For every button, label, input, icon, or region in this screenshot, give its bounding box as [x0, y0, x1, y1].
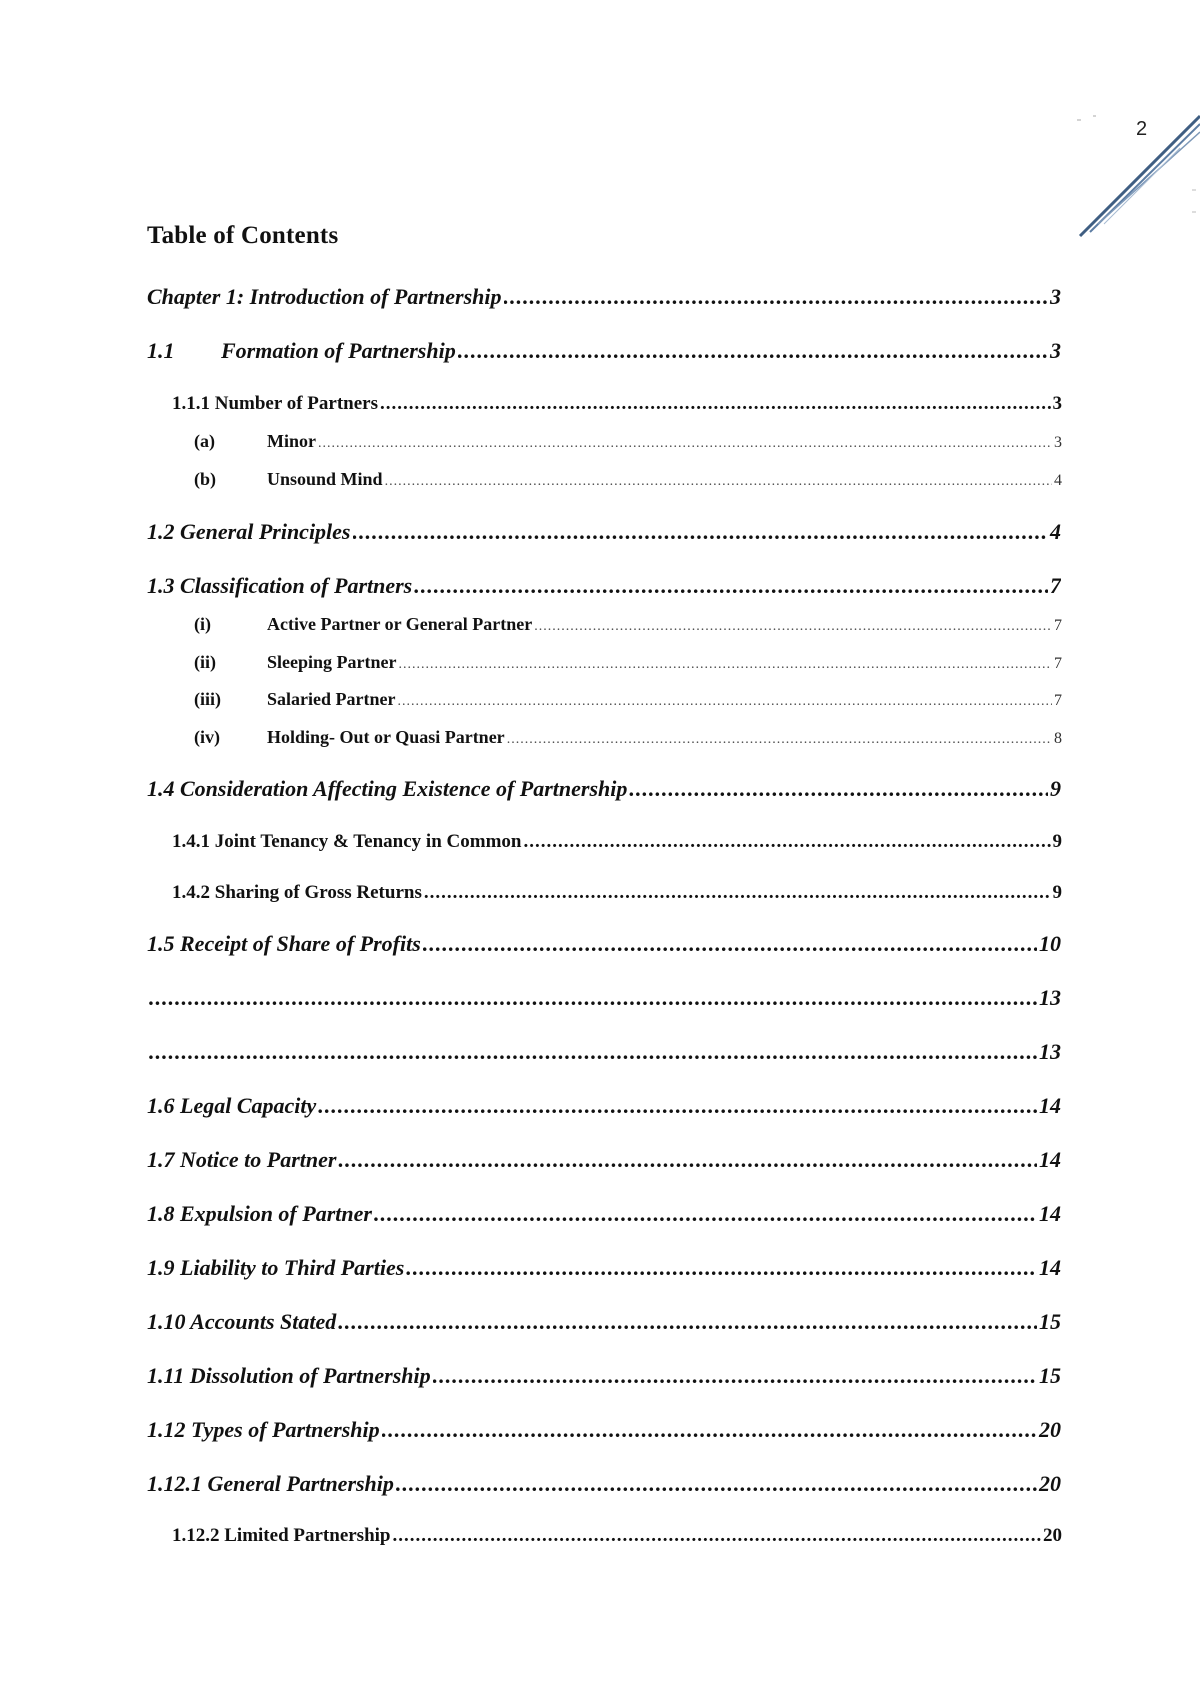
- toc-entry-number: (a): [194, 431, 215, 451]
- toc-entry[interactable]: [172, 393, 1062, 415]
- toc-entry-text: Active Partner or General Partner: [267, 614, 533, 634]
- toc-entry-page: 3: [1050, 284, 1061, 309]
- toc-entry[interactable]: [147, 338, 1061, 364]
- toc-entry-text: 1.9 Liability to Third Parties: [147, 1255, 405, 1280]
- toc-entry-number: (i): [194, 614, 211, 634]
- leader-dots: [406, 1255, 1037, 1281]
- toc-entry-page: 20: [1039, 1417, 1061, 1442]
- toc-entry-page: 8: [1054, 730, 1062, 747]
- toc-entry-page: 13: [1039, 985, 1061, 1010]
- toc-entry[interactable]: [147, 284, 1061, 310]
- leader-dots: [318, 436, 1052, 452]
- leader-dots: [385, 474, 1052, 490]
- toc-entry-page: 3: [1054, 434, 1062, 451]
- toc-entry-text: 1.12.1 General Partnership: [147, 1471, 394, 1496]
- leader-dots: [380, 393, 1051, 415]
- toc-entry[interactable]: [147, 931, 1061, 957]
- toc-entry-text: Unsound Mind: [267, 469, 383, 489]
- toc-entry-page: 3: [1050, 338, 1061, 363]
- toc-entry[interactable]: [147, 1471, 1061, 1497]
- toc-entry-text: 1.12 Types of Partnership: [147, 1417, 380, 1442]
- toc-entry[interactable]: [147, 519, 1061, 545]
- leader-dots: [149, 1039, 1037, 1065]
- toc-entry[interactable]: [194, 727, 1062, 748]
- toc-entry[interactable]: [147, 573, 1061, 599]
- toc-entry[interactable]: [147, 1093, 1061, 1119]
- toc-entry[interactable]: [147, 1201, 1061, 1227]
- leader-dots: [534, 619, 1052, 635]
- toc-entry-text: 1.4 Consideration Affecting Existence of Partnership: [147, 776, 628, 801]
- toc-entry[interactable]: [147, 776, 1061, 802]
- leader-dots: [504, 284, 1048, 310]
- toc-entry-page: 10: [1039, 931, 1061, 956]
- leader-dots: [149, 985, 1037, 1011]
- toc-entry-page: 7: [1054, 692, 1062, 709]
- toc-entry-page: 9: [1050, 776, 1061, 801]
- toc-entry[interactable]: [194, 614, 1062, 635]
- toc-entry-page: 7: [1050, 573, 1061, 598]
- toc-entry[interactable]: [172, 1525, 1062, 1547]
- toc-entry[interactable]: [172, 882, 1062, 904]
- leader-dots: [338, 1147, 1037, 1173]
- leader-dots: [424, 882, 1051, 904]
- toc-entry[interactable]: [194, 431, 1062, 452]
- toc-entry-number: 1.1: [147, 338, 175, 363]
- toc-entry-number: (iv): [194, 727, 220, 747]
- toc-entry[interactable]: [194, 469, 1062, 490]
- leader-dots: [382, 1417, 1037, 1443]
- toc-entry-page: 14: [1039, 1255, 1061, 1280]
- leader-dots: [396, 1471, 1037, 1497]
- leader-dots: [393, 1525, 1042, 1547]
- toc-entry-page: 7: [1054, 617, 1062, 634]
- leader-dots: [433, 1363, 1037, 1389]
- toc-entry-page: 14: [1039, 1201, 1061, 1226]
- toc-title: Table of Contents: [147, 222, 339, 249]
- leader-dots: [318, 1093, 1037, 1119]
- leader-dots: [629, 776, 1048, 802]
- toc-entry-text: 1.8 Expulsion of Partner: [147, 1201, 372, 1226]
- leader-dots: [374, 1201, 1037, 1227]
- toc-entry-page: 20: [1043, 1525, 1062, 1546]
- toc-entry-text: 1.6 Legal Capacity: [147, 1093, 317, 1118]
- toc-entry[interactable]: [147, 1147, 1061, 1173]
- toc-entry-text: Sleeping Partner: [267, 652, 397, 672]
- leader-dots: [423, 931, 1037, 957]
- toc-entry-text: Minor: [267, 431, 316, 451]
- toc-entry-text: Chapter 1: Introduction of Partnership: [147, 284, 502, 309]
- toc-entry[interactable]: [194, 652, 1062, 673]
- toc-entry-page: 4: [1050, 519, 1061, 544]
- toc-entry-number: (ii): [194, 652, 216, 672]
- toc-entry-page: 7: [1054, 655, 1062, 672]
- toc-entry-text: 1.5 Receipt of Share of Profits: [147, 931, 421, 956]
- leader-dots: [414, 573, 1048, 599]
- toc-entry-text: 1.10 Accounts Stated: [147, 1309, 337, 1334]
- toc-entry-text: 1.3 Classification of Partners: [147, 573, 413, 598]
- leader-dots: [353, 519, 1049, 545]
- toc-entry-page: 4: [1054, 472, 1062, 489]
- toc-entry-page: 9: [1052, 882, 1062, 903]
- toc-entry-number: (iii): [194, 689, 221, 709]
- toc-entry-text: Formation of Partnership: [221, 338, 456, 363]
- toc-entry-text: 1.11 Dissolution of Partnership: [147, 1363, 431, 1388]
- toc-entry[interactable]: [147, 1309, 1061, 1335]
- leader-dots: [458, 338, 1048, 364]
- toc-entry[interactable]: [194, 689, 1062, 710]
- toc-entry-number: (b): [194, 469, 216, 489]
- toc-entry-text: 1.2 General Principles: [147, 519, 351, 544]
- toc-entry-page: 9: [1052, 831, 1062, 852]
- toc-entry-page: 3: [1052, 393, 1062, 414]
- leader-dots: [397, 694, 1052, 710]
- toc-entry[interactable]: [147, 1417, 1061, 1443]
- toc-entry-page: 14: [1039, 1093, 1061, 1118]
- toc-entry-text: Salaried Partner: [267, 689, 396, 709]
- leader-dots: [507, 732, 1052, 748]
- page-number: 2: [1136, 118, 1148, 140]
- toc-entry-text: 1.4.1 Joint Tenancy & Tenancy in Common: [172, 831, 522, 852]
- toc-entry-page: 15: [1039, 1363, 1061, 1388]
- toc-entry-page: 14: [1039, 1147, 1061, 1172]
- toc-entry-text: 1.7 Notice to Partner: [147, 1147, 337, 1172]
- leader-dots: [338, 1309, 1037, 1335]
- toc-entry[interactable]: [172, 831, 1062, 853]
- toc-entry-text: Holding- Out or Quasi Partner: [267, 727, 505, 747]
- toc-entry[interactable]: [147, 1255, 1061, 1281]
- toc-entry[interactable]: [147, 1039, 1061, 1065]
- leader-dots: [523, 831, 1050, 853]
- toc-entry[interactable]: [147, 1363, 1061, 1389]
- toc-entry-page: 15: [1039, 1309, 1061, 1334]
- toc-entry-text: 1.12.2 Limited Partnership: [172, 1525, 391, 1546]
- toc-entry-page: 13: [1039, 1039, 1061, 1064]
- toc-entry[interactable]: [147, 985, 1061, 1011]
- leader-dots: [398, 657, 1052, 673]
- toc-entry-text: 1.1.1 Number of Partners: [172, 393, 378, 414]
- toc-entry-text: 1.4.2 Sharing of Gross Returns: [172, 882, 422, 903]
- toc-entry-page: 20: [1039, 1471, 1061, 1496]
